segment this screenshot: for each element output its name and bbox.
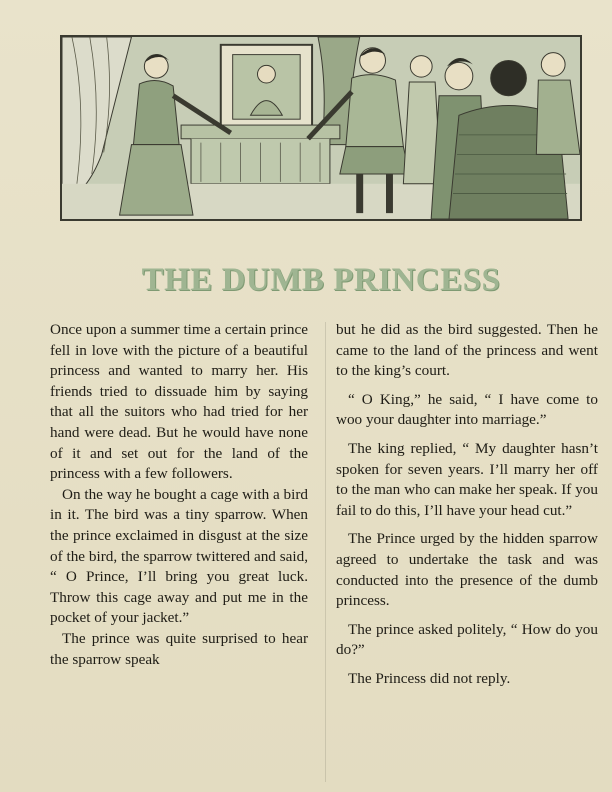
paragraph: Once upon a summer time a certain prince fell in love with the picture of a beautiful princess and wanted to marry her. His friends tried to dissuade him by saying that all the suitors who had tried for her hand were dead. But he would have none of it and set out for the land of the princess with a few followers. bbox=[50, 321, 308, 483]
paragraph: The prince was quite surprised to hear the sparrow speak bbox=[50, 629, 308, 668]
right-column bbox=[336, 320, 598, 690]
paragraph: The Prince urged by the hidden sparrow agreed to undertake the task and was conducted into the presence of the dumb princess. bbox=[336, 530, 598, 610]
story-illustration bbox=[60, 35, 582, 221]
paragraph: The king replied, “ My daughter hasn’t spoken for seven years. I’ll marry her off to the man who can make her speak. If you fail to do this, I’ll have your head cut.” bbox=[336, 439, 598, 519]
paragraph: The Princess did not reply. bbox=[348, 669, 511, 687]
story-title: THE DUMB PRINCESS bbox=[141, 262, 501, 298]
left-column bbox=[50, 320, 308, 670]
column-divider bbox=[325, 322, 326, 782]
court-scene-illustration-icon bbox=[62, 37, 580, 219]
paragraph: On the way he bought a cage with a bird in it. The bird was a tiny sparrow. When the prince exclaimed in disgust at the size of the bird, the sparrow twittered and said, “ O Prince, I’ll bring you great luck. Throw this cage away and put me in the pocket of your jacket.” bbox=[50, 485, 308, 627]
paragraph: “ O King,” he said, “ I have come to woo your daughter into marriage.” bbox=[336, 390, 598, 429]
paragraph: but he did as the bird suggested. Then he came to the land of the princess and went to the king’s court. bbox=[336, 321, 598, 380]
paragraph: The prince asked politely, “ How do you do?” bbox=[336, 620, 598, 659]
